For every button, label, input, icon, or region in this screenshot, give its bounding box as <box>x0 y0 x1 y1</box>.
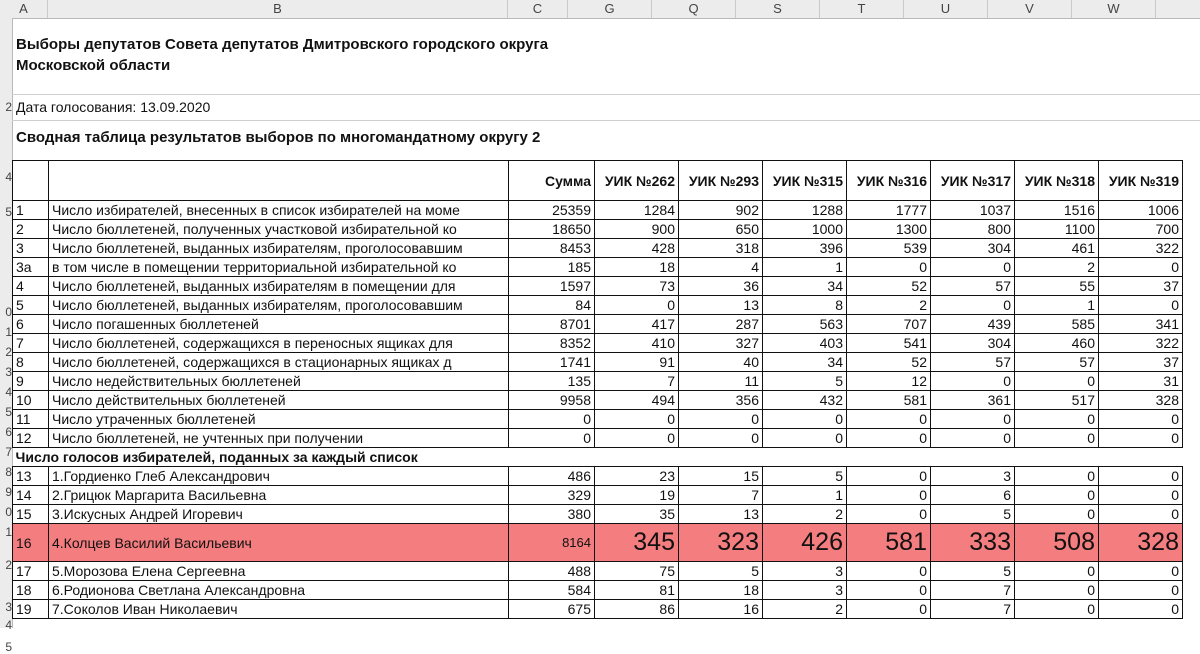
value-cell[interactable]: 7 <box>595 372 679 391</box>
sum-cell[interactable]: 18650 <box>509 220 595 239</box>
value-cell[interactable]: 52 <box>847 353 931 372</box>
value-cell[interactable]: 3 <box>763 581 847 600</box>
value-cell[interactable]: 581 <box>847 391 931 410</box>
row-label-cell[interactable]: Число бюллетеней, содержащихся в переносных ящиках для <box>49 334 509 353</box>
row-label-cell[interactable]: Число погашенных бюллетеней <box>49 315 509 334</box>
value-cell[interactable]: 7 <box>931 600 1015 619</box>
sum-cell[interactable]: 0 <box>509 410 595 429</box>
table-row <box>13 296 1183 315</box>
results-table <box>12 160 1183 619</box>
value-cell[interactable]: 287 <box>679 315 763 334</box>
value-cell[interactable]: 403 <box>763 334 847 353</box>
value-cell[interactable]: 5 <box>931 562 1015 581</box>
value-cell[interactable]: 318 <box>679 239 763 258</box>
row-number-cell[interactable]: 19 <box>13 600 49 619</box>
row-number-cell[interactable]: 13 <box>13 467 49 486</box>
value-cell[interactable]: 15 <box>679 467 763 486</box>
value-cell[interactable]: 1 <box>1015 296 1099 315</box>
value-cell[interactable]: 18 <box>679 581 763 600</box>
row-number-cell[interactable]: 17 <box>13 562 49 581</box>
value-cell[interactable]: 1000 <box>763 220 847 239</box>
row-number-cell[interactable]: 11 <box>13 410 49 429</box>
row-number-cell[interactable]: 4 <box>13 277 49 296</box>
column-header-a[interactable]: A <box>0 0 48 18</box>
value-cell[interactable]: 494 <box>595 391 679 410</box>
row-label-cell[interactable]: Число бюллетеней, полученных участковой избирательной ко <box>49 220 509 239</box>
row-header[interactable]: 2 <box>5 100 12 114</box>
gridline <box>12 120 1200 121</box>
row-number-cell[interactable]: 10 <box>13 391 49 410</box>
value-cell[interactable]: 0 <box>679 410 763 429</box>
row-header[interactable]: 9 <box>5 485 12 499</box>
value-cell[interactable]: 13 <box>679 505 763 524</box>
sum-cell[interactable]: 329 <box>509 486 595 505</box>
row-label-cell[interactable]: Число бюллетеней, содержащихся в стационарных ящиках д <box>49 353 509 372</box>
row-label-cell[interactable]: 5.Морозова Елена Сергеевна <box>49 562 509 581</box>
column-header-q[interactable]: Q <box>652 0 736 18</box>
value-cell[interactable]: 304 <box>931 334 1015 353</box>
table-row <box>13 600 1183 619</box>
value-cell[interactable]: 581 <box>847 524 931 562</box>
value-cell[interactable]: 35 <box>595 505 679 524</box>
value-cell[interactable]: 0 <box>847 258 931 277</box>
value-cell[interactable]: 0 <box>1015 372 1099 391</box>
header-cell[interactable]: Сумма <box>509 161 595 201</box>
value-cell[interactable]: 0 <box>847 429 931 448</box>
column-headers <box>0 0 1200 19</box>
header-cell[interactable]: УИК №262 <box>595 161 679 201</box>
value-cell[interactable]: 0 <box>847 486 931 505</box>
value-cell[interactable]: 3 <box>763 562 847 581</box>
value-cell[interactable]: 0 <box>931 429 1015 448</box>
value-cell[interactable]: 23 <box>595 467 679 486</box>
row-header[interactable]: 3 <box>5 600 12 614</box>
table-row <box>13 334 1183 353</box>
row-number-cell[interactable]: 6 <box>13 315 49 334</box>
table-row <box>13 201 1183 220</box>
value-cell[interactable]: 4 <box>679 258 763 277</box>
row-header[interactable]: 4 <box>5 618 12 632</box>
column-header-w[interactable]: W <box>1072 0 1156 18</box>
column-header-v[interactable]: V <box>988 0 1072 18</box>
column-header-b[interactable]: B <box>48 0 508 18</box>
value-cell[interactable]: 460 <box>1015 334 1099 353</box>
value-cell[interactable]: 1100 <box>1015 220 1099 239</box>
value-cell[interactable]: 0 <box>1099 258 1183 277</box>
row-number-cell[interactable]: 7 <box>13 334 49 353</box>
table-subtitle[interactable]: Сводная таблица результатов выборов по многомандатному округу 2 <box>16 129 541 146</box>
value-cell[interactable]: 800 <box>931 220 1015 239</box>
value-cell[interactable]: 361 <box>931 391 1015 410</box>
table-row <box>13 277 1183 296</box>
sum-cell[interactable]: 135 <box>509 372 595 391</box>
sum-cell[interactable]: 488 <box>509 562 595 581</box>
value-cell[interactable]: 57 <box>931 277 1015 296</box>
row-header[interactable]: 2 <box>5 345 12 359</box>
title-line-1: Выборы депутатов Совета депутатов Дмитровского городского округа <box>16 36 549 53</box>
value-cell[interactable]: 3 <box>931 467 1015 486</box>
value-cell[interactable]: 585 <box>1015 315 1099 334</box>
row-label-cell[interactable]: 1.Гордиенко Глеб Александрович <box>49 467 509 486</box>
value-cell[interactable]: 0 <box>931 296 1015 315</box>
vote-date[interactable]: Дата голосования: 13.09.2020 <box>16 99 211 115</box>
row-label-cell[interactable]: 2.Грицюк Маргарита Васильевна <box>49 486 509 505</box>
title-line-2: Московской области <box>16 57 171 74</box>
table-row <box>13 581 1183 600</box>
value-cell[interactable]: 19 <box>595 486 679 505</box>
sum-cell[interactable]: 185 <box>509 258 595 277</box>
header-blank-cell[interactable] <box>49 161 509 201</box>
table-row <box>13 315 1183 334</box>
value-cell[interactable]: 0 <box>847 467 931 486</box>
row-label-cell[interactable]: Число бюллетеней, не учтенных при получении <box>49 429 509 448</box>
value-cell[interactable]: 428 <box>595 239 679 258</box>
row-number-cell[interactable]: 16 <box>13 524 49 562</box>
value-cell[interactable]: 86 <box>595 600 679 619</box>
value-cell[interactable]: 6 <box>931 486 1015 505</box>
value-cell[interactable]: 328 <box>1099 391 1183 410</box>
row-header[interactable]: 0 <box>5 305 12 319</box>
value-cell[interactable]: 902 <box>679 201 763 220</box>
value-cell[interactable]: 0 <box>1099 505 1183 524</box>
row-label-cell[interactable]: Число бюллетеней, выданных избирателям, проголосовавшим <box>49 239 509 258</box>
value-cell[interactable]: 40 <box>679 353 763 372</box>
value-cell[interactable]: 0 <box>763 429 847 448</box>
header-cell[interactable]: УИК №315 <box>763 161 847 201</box>
value-cell[interactable]: 55 <box>1015 277 1099 296</box>
value-cell[interactable]: 322 <box>1099 334 1183 353</box>
value-cell[interactable]: 52 <box>847 277 931 296</box>
value-cell[interactable]: 11 <box>679 372 763 391</box>
value-cell[interactable]: 432 <box>763 391 847 410</box>
value-cell[interactable]: 31 <box>1099 372 1183 391</box>
header-cell[interactable]: УИК №316 <box>847 161 931 201</box>
value-cell[interactable]: 439 <box>931 315 1015 334</box>
value-cell[interactable]: 396 <box>763 239 847 258</box>
row-label-cell[interactable]: Число избирателей, внесенных в список избирателей на моме <box>49 201 509 220</box>
row-number-cell[interactable]: 8 <box>13 353 49 372</box>
value-cell[interactable]: 57 <box>1015 353 1099 372</box>
value-cell[interactable]: 1006 <box>1099 201 1183 220</box>
row-header[interactable]: 6 <box>5 425 12 439</box>
section-label-cell[interactable]: Число голосов избирателей, поданных за каждый список <box>13 448 1183 467</box>
row-label-cell[interactable]: 7.Соколов Иван Николаевич <box>49 600 509 619</box>
value-cell[interactable]: 410 <box>595 334 679 353</box>
row-header[interactable]: 1 <box>5 325 12 339</box>
highlighted-table-row <box>13 524 1183 562</box>
value-cell[interactable]: 37 <box>1099 277 1183 296</box>
row-header[interactable]: 1 <box>5 525 12 539</box>
value-cell[interactable]: 18 <box>595 258 679 277</box>
row-header[interactable]: 5 <box>5 405 12 419</box>
sum-cell[interactable]: 1741 <box>509 353 595 372</box>
header-cell[interactable]: УИК №317 <box>931 161 1015 201</box>
value-cell[interactable]: 356 <box>679 391 763 410</box>
value-cell[interactable]: 57 <box>931 353 1015 372</box>
header-cell[interactable]: УИК №293 <box>679 161 763 201</box>
row-label-cell[interactable]: Число бюллетеней, выданных избирателям, проголосовавшим <box>49 296 509 315</box>
sum-cell[interactable]: 486 <box>509 467 595 486</box>
value-cell[interactable]: 1516 <box>1015 201 1099 220</box>
column-header-s[interactable]: S <box>736 0 820 18</box>
sum-cell[interactable]: 584 <box>509 581 595 600</box>
row-number-cell[interactable]: 14 <box>13 486 49 505</box>
value-cell[interactable]: 700 <box>1099 220 1183 239</box>
value-cell[interactable]: 81 <box>595 581 679 600</box>
value-cell[interactable]: 16 <box>679 600 763 619</box>
section-row <box>13 448 1183 467</box>
value-cell[interactable]: 1037 <box>931 201 1015 220</box>
sheet-title[interactable] <box>16 34 586 76</box>
row-header[interactable]: 4 <box>5 385 12 399</box>
value-cell[interactable]: 0 <box>1099 467 1183 486</box>
sum-cell[interactable]: 0 <box>509 429 595 448</box>
value-cell[interactable]: 0 <box>595 429 679 448</box>
value-cell[interactable]: 650 <box>679 220 763 239</box>
column-header-t[interactable]: T <box>820 0 904 18</box>
value-cell[interactable]: 2 <box>763 600 847 619</box>
value-cell[interactable]: 0 <box>1015 467 1099 486</box>
value-cell[interactable]: 417 <box>595 315 679 334</box>
row-label-cell[interactable]: 3.Искусных Андрей Игоревич <box>49 505 509 524</box>
table-row <box>13 353 1183 372</box>
row-header[interactable]: 5 <box>5 205 12 219</box>
value-cell[interactable]: 0 <box>679 429 763 448</box>
row-number-cell[interactable]: 3 <box>13 239 49 258</box>
table-row <box>13 258 1183 277</box>
row-number-cell[interactable]: 9 <box>13 372 49 391</box>
value-cell[interactable]: 1 <box>763 258 847 277</box>
value-cell[interactable]: 34 <box>763 277 847 296</box>
row-header[interactable]: 4 <box>5 170 12 184</box>
value-cell[interactable]: 2 <box>847 296 931 315</box>
value-cell[interactable]: 0 <box>847 410 931 429</box>
row-label-cell[interactable]: 6.Родионова Светлана Александровна <box>49 581 509 600</box>
value-cell[interactable]: 0 <box>1015 486 1099 505</box>
value-cell[interactable]: 5 <box>763 372 847 391</box>
table-row <box>13 372 1183 391</box>
row-label-cell[interactable]: 4.Колцев Василий Васильевич <box>49 524 509 562</box>
value-cell[interactable]: 539 <box>847 239 931 258</box>
value-cell[interactable]: 1300 <box>847 220 931 239</box>
value-cell[interactable]: 1284 <box>595 201 679 220</box>
value-cell[interactable]: 426 <box>763 524 847 562</box>
table-row <box>13 410 1183 429</box>
value-cell[interactable]: 2 <box>1015 258 1099 277</box>
table-row <box>13 505 1183 524</box>
row-number-cell[interactable]: 15 <box>13 505 49 524</box>
row-label-cell[interactable]: Число бюллетеней, выданных избирателям в помещении для <box>49 277 509 296</box>
value-cell[interactable]: 0 <box>595 296 679 315</box>
value-cell[interactable]: 322 <box>1099 239 1183 258</box>
sum-cell[interactable]: 9958 <box>509 391 595 410</box>
sum-cell[interactable]: 8701 <box>509 315 595 334</box>
value-cell[interactable]: 461 <box>1015 239 1099 258</box>
value-cell[interactable]: 5 <box>679 562 763 581</box>
column-header-u[interactable]: U <box>904 0 988 18</box>
value-cell[interactable]: 7 <box>679 486 763 505</box>
row-number-cell[interactable]: 12 <box>13 429 49 448</box>
value-cell[interactable]: 0 <box>1015 410 1099 429</box>
value-cell[interactable]: 508 <box>1015 524 1099 562</box>
gridline <box>12 94 1200 95</box>
value-cell[interactable]: 517 <box>1015 391 1099 410</box>
value-cell[interactable]: 0 <box>931 410 1015 429</box>
value-cell[interactable]: 0 <box>1099 600 1183 619</box>
value-cell[interactable]: 541 <box>847 334 931 353</box>
row-label-cell[interactable]: Число утраченных бюллетеней <box>49 410 509 429</box>
row-number-cell[interactable]: 1 <box>13 201 49 220</box>
table-row <box>13 486 1183 505</box>
column-header-c[interactable]: C <box>508 0 568 18</box>
value-cell[interactable]: 328 <box>1099 524 1183 562</box>
row-label-cell[interactable]: Число действительных бюллетеней <box>49 391 509 410</box>
row-number-cell[interactable]: 5 <box>13 296 49 315</box>
row-header[interactable]: 0 <box>5 505 12 519</box>
row-label-cell[interactable]: в том числе в помещении территориальной избирательной ко <box>49 258 509 277</box>
value-cell[interactable]: 341 <box>1099 315 1183 334</box>
value-cell[interactable]: 0 <box>763 410 847 429</box>
table-row <box>13 391 1183 410</box>
value-cell[interactable]: 13 <box>679 296 763 315</box>
header-row <box>13 161 1183 201</box>
row-header[interactable]: 2 <box>5 558 12 572</box>
value-cell[interactable]: 0 <box>847 600 931 619</box>
header-cell[interactable]: УИК №319 <box>1099 161 1183 201</box>
value-cell[interactable]: 73 <box>595 277 679 296</box>
sum-cell[interactable]: 675 <box>509 600 595 619</box>
column-header-g[interactable]: G <box>568 0 652 18</box>
row-header[interactable]: 3 <box>5 365 12 379</box>
sum-cell[interactable]: 8164 <box>509 524 595 562</box>
value-cell[interactable]: 0 <box>1099 562 1183 581</box>
row-header[interactable]: 5 <box>5 640 12 654</box>
value-cell[interactable]: 0 <box>1015 600 1099 619</box>
row-number-cell[interactable]: 2 <box>13 220 49 239</box>
value-cell[interactable]: 7 <box>931 581 1015 600</box>
value-cell[interactable]: 36 <box>679 277 763 296</box>
table-row <box>13 239 1183 258</box>
value-cell[interactable]: 0 <box>595 410 679 429</box>
value-cell[interactable]: 75 <box>595 562 679 581</box>
value-cell[interactable]: 0 <box>1015 505 1099 524</box>
value-cell[interactable]: 0 <box>847 505 931 524</box>
value-cell[interactable]: 707 <box>847 315 931 334</box>
value-cell[interactable]: 8 <box>763 296 847 315</box>
value-cell[interactable]: 0 <box>847 562 931 581</box>
value-cell[interactable]: 345 <box>595 524 679 562</box>
value-cell[interactable]: 0 <box>1099 410 1183 429</box>
row-label-cell[interactable]: Число недействительных бюллетеней <box>49 372 509 391</box>
table-row <box>13 562 1183 581</box>
sum-cell[interactable]: 84 <box>509 296 595 315</box>
value-cell[interactable]: 333 <box>931 524 1015 562</box>
sum-cell[interactable]: 8453 <box>509 239 595 258</box>
table-row <box>13 220 1183 239</box>
value-cell[interactable]: 0 <box>1015 581 1099 600</box>
table-row <box>13 467 1183 486</box>
value-cell[interactable]: 323 <box>679 524 763 562</box>
value-cell[interactable]: 0 <box>1099 296 1183 315</box>
value-cell[interactable]: 91 <box>595 353 679 372</box>
value-cell[interactable]: 900 <box>595 220 679 239</box>
value-cell[interactable]: 5 <box>931 505 1015 524</box>
header-cell[interactable]: УИК №318 <box>1015 161 1099 201</box>
sum-cell[interactable]: 8352 <box>509 334 595 353</box>
value-cell[interactable]: 0 <box>1015 562 1099 581</box>
value-cell[interactable]: 0 <box>1099 486 1183 505</box>
value-cell[interactable]: 5 <box>763 467 847 486</box>
value-cell[interactable]: 1288 <box>763 201 847 220</box>
value-cell[interactable]: 0 <box>1099 581 1183 600</box>
value-cell[interactable]: 327 <box>679 334 763 353</box>
sum-cell[interactable]: 380 <box>509 505 595 524</box>
row-number-cell[interactable]: 3а <box>13 258 49 277</box>
value-cell[interactable]: 0 <box>1015 429 1099 448</box>
value-cell[interactable]: 37 <box>1099 353 1183 372</box>
value-cell[interactable]: 12 <box>847 372 931 391</box>
row-number-cell[interactable]: 18 <box>13 581 49 600</box>
value-cell[interactable]: 1 <box>763 486 847 505</box>
value-cell[interactable]: 2 <box>763 505 847 524</box>
value-cell[interactable]: 1777 <box>847 201 931 220</box>
value-cell[interactable]: 0 <box>931 372 1015 391</box>
table-row <box>13 429 1183 448</box>
sum-cell[interactable]: 25359 <box>509 201 595 220</box>
row-header[interactable]: 8 <box>5 465 12 479</box>
row-header[interactable]: 7 <box>5 445 12 459</box>
sum-cell[interactable]: 1597 <box>509 277 595 296</box>
value-cell[interactable]: 34 <box>763 353 847 372</box>
value-cell[interactable]: 0 <box>847 581 931 600</box>
header-blank-cell[interactable] <box>13 161 49 201</box>
value-cell[interactable]: 304 <box>931 239 1015 258</box>
value-cell[interactable]: 0 <box>931 258 1015 277</box>
value-cell[interactable]: 0 <box>1099 429 1183 448</box>
value-cell[interactable]: 563 <box>763 315 847 334</box>
